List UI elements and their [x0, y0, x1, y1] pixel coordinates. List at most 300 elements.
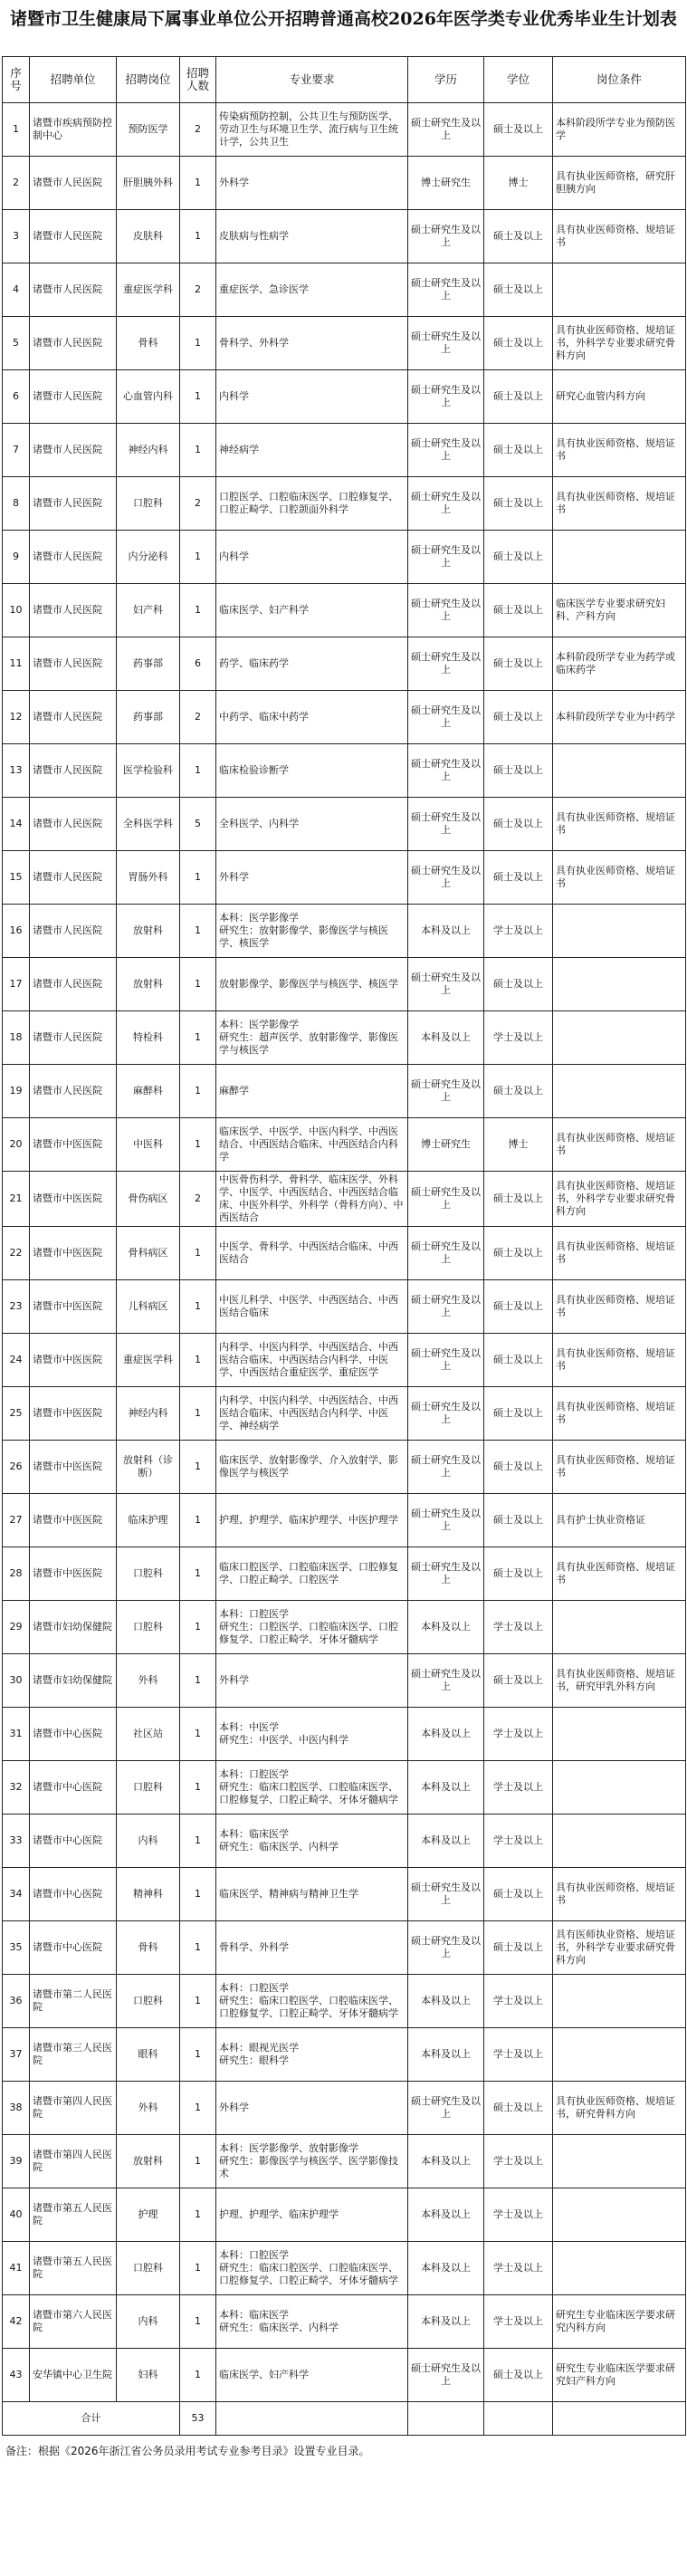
cell-unit: 诸暨市中医医院 [30, 1118, 117, 1172]
cell-position: 口腔科 [117, 477, 180, 531]
table-row [3, 637, 686, 691]
total-empty-cell [553, 2402, 686, 2436]
cell-major: 药学、临床药学 [216, 637, 408, 691]
cell-position: 妇产科 [117, 584, 180, 637]
cell-count: 2 [180, 691, 216, 744]
cell-count: 1 [180, 2135, 216, 2188]
cell-index: 11 [3, 637, 30, 691]
cell-index: 8 [3, 477, 30, 531]
cell-degree: 学士及以上 [484, 1761, 553, 1815]
cell-education: 本科及以上 [408, 1975, 484, 2028]
cell-unit: 诸暨市人民医院 [30, 691, 117, 744]
cell-major: 护理、护理学、临床护理学、中医护理学 [216, 1494, 408, 1547]
cell-count: 1 [180, 1708, 216, 1761]
cell-major: 内科学 [216, 531, 408, 584]
cell-position: 骨伤病区 [117, 1172, 180, 1227]
cell-position: 内科 [117, 1815, 180, 1868]
cell-conditions: 具有执业医师资格、规培证书 [553, 1547, 686, 1601]
cell-conditions: 本科阶段所学专业为预防医学 [553, 103, 686, 157]
cell-major: 外科学 [216, 2082, 408, 2135]
table-row [3, 317, 686, 370]
cell-conditions: 具有执业医师资格、规培证书 [553, 1227, 686, 1280]
cell-degree: 硕士及以上 [484, 637, 553, 691]
cell-education: 硕士研究生及以上 [408, 958, 484, 1011]
cell-unit: 诸暨市人民医院 [30, 210, 117, 263]
cell-education: 硕士研究生及以上 [408, 317, 484, 370]
cell-degree: 硕士及以上 [484, 584, 553, 637]
table-row [3, 1118, 686, 1172]
cell-index: 7 [3, 424, 30, 477]
cell-position: 肝胆胰外科 [117, 157, 180, 210]
cell-index: 40 [3, 2188, 30, 2242]
cell-degree: 硕士及以上 [484, 263, 553, 317]
cell-conditions [553, 263, 686, 317]
cell-count: 1 [180, 1065, 216, 1118]
cell-major: 护理、护理学、临床护理学 [216, 2188, 408, 2242]
cell-conditions: 具有执业医师资格、规培证书 [553, 1868, 686, 1921]
cell-count: 1 [180, 1227, 216, 1280]
cell-degree: 硕士及以上 [484, 1172, 553, 1227]
cell-major: 本科：医学影像学、放射影像学 研究生：影像医学与核医学、医学影像技术 [216, 2135, 408, 2188]
table-row [3, 2135, 686, 2188]
cell-conditions [553, 1601, 686, 1654]
cell-index: 35 [3, 1921, 30, 1975]
cell-education: 硕士研究生及以上 [408, 477, 484, 531]
table-row [3, 1921, 686, 1975]
cell-count: 1 [180, 210, 216, 263]
cell-count: 2 [180, 1172, 216, 1227]
cell-conditions: 具有执业医师资格、规培证书，研究骨科方向 [553, 2082, 686, 2135]
cell-count: 1 [180, 2349, 216, 2402]
header-major: 专业要求 [216, 57, 408, 103]
cell-major: 中医儿科学、中医学、中西医结合、中西医结合临床 [216, 1280, 408, 1334]
table-row [3, 1868, 686, 1921]
cell-major: 临床口腔医学、口腔临床医学、口腔修复学、口腔正畸学、口腔医学 [216, 1547, 408, 1601]
cell-unit: 诸暨市第二人民医院 [30, 1975, 117, 2028]
cell-conditions: 具有护士执业资格证 [553, 1494, 686, 1547]
cell-index: 6 [3, 370, 30, 424]
cell-conditions [553, 2028, 686, 2082]
cell-conditions [553, 2135, 686, 2188]
total-label: 合计 [3, 2402, 180, 2436]
table-row [3, 370, 686, 424]
cell-major: 外科学 [216, 1654, 408, 1708]
cell-position: 护理 [117, 2188, 180, 2242]
cell-education: 硕士研究生及以上 [408, 1172, 484, 1227]
cell-major: 口腔医学、口腔临床医学、口腔修复学、口腔正畸学、口腔颌面外科学 [216, 477, 408, 531]
cell-count: 2 [180, 263, 216, 317]
cell-unit: 诸暨市中医医院 [30, 1494, 117, 1547]
cell-education: 硕士研究生及以上 [408, 1921, 484, 1975]
cell-position: 临床护理 [117, 1494, 180, 1547]
recruitment-table [2, 56, 686, 2436]
cell-unit: 诸暨市第五人民医院 [30, 2188, 117, 2242]
cell-major: 本科：临床医学 研究生：临床医学、内科学 [216, 2295, 408, 2349]
cell-conditions: 具有执业医师资格，研究肝胆胰方向 [553, 157, 686, 210]
cell-position: 外科 [117, 2082, 180, 2135]
cell-education: 本科及以上 [408, 2028, 484, 2082]
cell-degree: 博士 [484, 157, 553, 210]
cell-index: 15 [3, 851, 30, 905]
cell-education: 本科及以上 [408, 1815, 484, 1868]
cell-conditions [553, 531, 686, 584]
cell-position: 神经内科 [117, 1387, 180, 1441]
cell-major: 中医学、骨科学、中西医结合临床、中西医结合 [216, 1227, 408, 1280]
cell-position: 药事部 [117, 691, 180, 744]
cell-degree: 硕士及以上 [484, 1387, 553, 1441]
table-row [3, 691, 686, 744]
cell-count: 1 [180, 1441, 216, 1494]
cell-index: 25 [3, 1387, 30, 1441]
table-row [3, 1387, 686, 1441]
cell-major: 临床检验诊断学 [216, 744, 408, 798]
cell-education: 硕士研究生及以上 [408, 744, 484, 798]
cell-unit: 诸暨市第六人民医院 [30, 2295, 117, 2349]
cell-index: 19 [3, 1065, 30, 1118]
cell-unit: 诸暨市人民医院 [30, 958, 117, 1011]
cell-education: 硕士研究生及以上 [408, 691, 484, 744]
cell-major: 麻醉学 [216, 1065, 408, 1118]
footnote: 备注：根据《2026年浙江省公务员录用考试专业参考目录》设置专业目录。 [5, 2445, 370, 2457]
cell-degree: 学士及以上 [484, 2242, 553, 2295]
table-row [3, 2028, 686, 2082]
table-header-row [3, 57, 686, 103]
cell-major: 皮肤病与性病学 [216, 210, 408, 263]
cell-count: 1 [180, 370, 216, 424]
cell-conditions: 研究生专业临床医学要求研究妇产科方向 [553, 2349, 686, 2402]
cell-count: 1 [180, 1601, 216, 1654]
cell-conditions [553, 1065, 686, 1118]
header-count: 招聘人数 [180, 57, 216, 103]
cell-position: 口腔科 [117, 1547, 180, 1601]
cell-major: 临床医学、放射影像学、介入放射学、影像医学与核医学 [216, 1441, 408, 1494]
cell-index: 10 [3, 584, 30, 637]
cell-degree: 硕士及以上 [484, 103, 553, 157]
cell-unit: 诸暨市人民医院 [30, 263, 117, 317]
cell-education: 硕士研究生及以上 [408, 263, 484, 317]
cell-index: 1 [3, 103, 30, 157]
cell-count: 1 [180, 1921, 216, 1975]
cell-position: 重症医学科 [117, 263, 180, 317]
cell-major: 临床医学、妇产科学 [216, 584, 408, 637]
total-empty-cell [216, 2402, 408, 2436]
cell-degree: 硕士及以上 [484, 798, 553, 851]
cell-conditions: 本科阶段所学专业为中药学 [553, 691, 686, 744]
cell-count: 1 [180, 1118, 216, 1172]
total-empty-cell [484, 2402, 553, 2436]
cell-count: 1 [180, 2242, 216, 2295]
cell-major: 本科：口腔医学 研究生：口腔医学、口腔临床医学、口腔修复学、口腔正畸学、牙体牙髓病学 [216, 1601, 408, 1654]
cell-index: 27 [3, 1494, 30, 1547]
table-row [3, 905, 686, 958]
cell-position: 骨科病区 [117, 1227, 180, 1280]
cell-position: 口腔科 [117, 2242, 180, 2295]
cell-major: 外科学 [216, 157, 408, 210]
cell-degree: 硕士及以上 [484, 477, 553, 531]
cell-count: 1 [180, 1387, 216, 1441]
table-row [3, 1601, 686, 1654]
table-row [3, 103, 686, 157]
cell-major: 本科：口腔医学 研究生：临床口腔医学、口腔临床医学、口腔修复学、口腔正畸学、牙体牙髓病学 [216, 1975, 408, 2028]
cell-position: 药事部 [117, 637, 180, 691]
table-row [3, 477, 686, 531]
cell-index: 5 [3, 317, 30, 370]
table-row [3, 1280, 686, 1334]
cell-major: 临床医学、精神病与精神卫生学 [216, 1868, 408, 1921]
cell-index: 9 [3, 531, 30, 584]
cell-conditions: 具有执业医师资格、规培证书，研究甲乳外科方向 [553, 1654, 686, 1708]
cell-count: 1 [180, 851, 216, 905]
cell-major: 全科医学、内科学 [216, 798, 408, 851]
table-row [3, 2082, 686, 2135]
cell-major: 骨科学、外科学 [216, 317, 408, 370]
cell-degree: 学士及以上 [484, 1011, 553, 1065]
cell-degree: 硕士及以上 [484, 210, 553, 263]
cell-count: 1 [180, 1011, 216, 1065]
cell-conditions: 本科阶段所学专业为药学或临床药学 [553, 637, 686, 691]
cell-conditions: 具有医师执业资格、规培证书，外科学专业要求研究骨科方向 [553, 1921, 686, 1975]
table-row [3, 1227, 686, 1280]
cell-index: 38 [3, 2082, 30, 2135]
cell-unit: 诸暨市人民医院 [30, 637, 117, 691]
cell-education: 硕士研究生及以上 [408, 1280, 484, 1334]
cell-unit: 诸暨市第四人民医院 [30, 2135, 117, 2188]
cell-unit: 诸暨市中医医院 [30, 1547, 117, 1601]
cell-position: 外科 [117, 1654, 180, 1708]
cell-degree: 学士及以上 [484, 2028, 553, 2082]
cell-index: 24 [3, 1334, 30, 1387]
cell-index: 16 [3, 905, 30, 958]
cell-conditions [553, 2242, 686, 2295]
table-row [3, 2188, 686, 2242]
cell-major: 内科学 [216, 370, 408, 424]
cell-count: 1 [180, 905, 216, 958]
cell-unit: 诸暨市人民医院 [30, 744, 117, 798]
cell-position: 胃肠外科 [117, 851, 180, 905]
cell-degree: 硕士及以上 [484, 370, 553, 424]
cell-conditions [553, 1708, 686, 1761]
total-empty-cell [408, 2402, 484, 2436]
cell-unit: 诸暨市中医医院 [30, 1441, 117, 1494]
table-row [3, 1708, 686, 1761]
cell-degree: 学士及以上 [484, 1815, 553, 1868]
cell-unit: 诸暨市人民医院 [30, 905, 117, 958]
cell-degree: 学士及以上 [484, 2188, 553, 2242]
header-conditions: 岗位条件 [553, 57, 686, 103]
cell-position: 内分泌科 [117, 531, 180, 584]
cell-major: 外科学 [216, 851, 408, 905]
cell-position: 儿科病区 [117, 1280, 180, 1334]
cell-major: 本科：口腔医学 研究生：临床口腔医学、口腔临床医学、口腔修复学、口腔正畸学、牙体牙髓病学 [216, 2242, 408, 2295]
cell-unit: 诸暨市中心医院 [30, 1815, 117, 1868]
cell-degree: 硕士及以上 [484, 1441, 553, 1494]
cell-index: 39 [3, 2135, 30, 2188]
cell-index: 43 [3, 2349, 30, 2402]
cell-count: 1 [180, 531, 216, 584]
cell-degree: 硕士及以上 [484, 1334, 553, 1387]
table-row [3, 1065, 686, 1118]
table-row [3, 157, 686, 210]
cell-position: 医学检验科 [117, 744, 180, 798]
cell-index: 33 [3, 1815, 30, 1868]
cell-conditions: 具有执业医师资格、规培证书，外科学专业要求研究骨科方向 [553, 1172, 686, 1227]
cell-major: 骨科学、外科学 [216, 1921, 408, 1975]
cell-education: 硕士研究生及以上 [408, 1494, 484, 1547]
cell-degree: 硕士及以上 [484, 317, 553, 370]
cell-position: 放射科 [117, 2135, 180, 2188]
cell-conditions: 具有执业医师资格、规培证书 [553, 1387, 686, 1441]
cell-index: 17 [3, 958, 30, 1011]
cell-conditions [553, 2188, 686, 2242]
table-row [3, 1011, 686, 1065]
cell-conditions: 具有执业医师资格、规培证书 [553, 851, 686, 905]
cell-degree: 硕士及以上 [484, 1921, 553, 1975]
cell-unit: 诸暨市人民医院 [30, 1011, 117, 1065]
cell-unit: 诸暨市中医医院 [30, 1227, 117, 1280]
cell-unit: 诸暨市中心医院 [30, 1761, 117, 1815]
cell-count: 1 [180, 2082, 216, 2135]
cell-education: 硕士研究生及以上 [408, 2349, 484, 2402]
cell-conditions [553, 958, 686, 1011]
table-row [3, 1494, 686, 1547]
table-row [3, 1547, 686, 1601]
cell-count: 2 [180, 477, 216, 531]
cell-conditions [553, 744, 686, 798]
table-row [3, 1654, 686, 1708]
table-row [3, 2349, 686, 2402]
cell-count: 1 [180, 1654, 216, 1708]
cell-conditions: 研究心血管内科方向 [553, 370, 686, 424]
table-row [3, 1334, 686, 1387]
cell-education: 本科及以上 [408, 1708, 484, 1761]
cell-education: 硕士研究生及以上 [408, 1654, 484, 1708]
cell-major: 临床医学、中医学、中医内科学、中西医结合、中西医结合临床、中西医结合内科学 [216, 1118, 408, 1172]
cell-conditions [553, 1011, 686, 1065]
cell-position: 放射科 [117, 958, 180, 1011]
cell-degree: 学士及以上 [484, 1708, 553, 1761]
cell-degree: 硕士及以上 [484, 958, 553, 1011]
total-value: 53 [180, 2402, 216, 2436]
cell-degree: 学士及以上 [484, 1601, 553, 1654]
table-row [3, 263, 686, 317]
cell-education: 硕士研究生及以上 [408, 851, 484, 905]
cell-conditions: 具有执业医师资格、规培证书 [553, 424, 686, 477]
cell-conditions: 具有执业医师资格、规培证书 [553, 1118, 686, 1172]
cell-unit: 诸暨市中医医院 [30, 1334, 117, 1387]
cell-degree: 学士及以上 [484, 1975, 553, 2028]
cell-unit: 安华镇中心卫生院 [30, 2349, 117, 2402]
cell-degree: 学士及以上 [484, 905, 553, 958]
cell-position: 口腔科 [117, 1761, 180, 1815]
table-row [3, 584, 686, 637]
cell-index: 21 [3, 1172, 30, 1227]
cell-index: 13 [3, 744, 30, 798]
table-row [3, 531, 686, 584]
cell-education: 硕士研究生及以上 [408, 1547, 484, 1601]
cell-degree: 硕士及以上 [484, 1654, 553, 1708]
cell-index: 3 [3, 210, 30, 263]
cell-unit: 诸暨市妇幼保健院 [30, 1601, 117, 1654]
table-row [3, 2242, 686, 2295]
cell-major: 中医骨伤科学、骨科学、临床医学、外科学、中医学、中西医结合、中西医结合临床、中医外科学、外科学（骨科方向）、中西医结合 [216, 1172, 408, 1227]
cell-unit: 诸暨市人民医院 [30, 798, 117, 851]
header-position: 招聘岗位 [117, 57, 180, 103]
header-degree: 学位 [484, 57, 553, 103]
cell-index: 36 [3, 1975, 30, 2028]
table-row [3, 1815, 686, 1868]
cell-index: 32 [3, 1761, 30, 1815]
cell-count: 1 [180, 1334, 216, 1387]
cell-degree: 硕士及以上 [484, 851, 553, 905]
cell-degree: 硕士及以上 [484, 691, 553, 744]
cell-major: 临床医学、妇产科学 [216, 2349, 408, 2402]
cell-index: 22 [3, 1227, 30, 1280]
cell-education: 本科及以上 [408, 2295, 484, 2349]
cell-unit: 诸暨市中心医院 [30, 1708, 117, 1761]
cell-count: 1 [180, 1280, 216, 1334]
cell-unit: 诸暨市人民医院 [30, 424, 117, 477]
cell-major: 本科：中医学 研究生：中医学、中医内科学 [216, 1708, 408, 1761]
cell-degree: 硕士及以上 [484, 1227, 553, 1280]
cell-unit: 诸暨市第四人民医院 [30, 2082, 117, 2135]
cell-education: 硕士研究生及以上 [408, 1065, 484, 1118]
cell-position: 麻醉科 [117, 1065, 180, 1118]
cell-conditions [553, 1975, 686, 2028]
cell-education: 本科及以上 [408, 2135, 484, 2188]
cell-position: 重症医学科 [117, 1334, 180, 1387]
cell-unit: 诸暨市中心医院 [30, 1921, 117, 1975]
cell-index: 20 [3, 1118, 30, 1172]
cell-conditions: 具有执业医师资格、规培证书，外科学专业要求研究骨科方向 [553, 317, 686, 370]
cell-index: 30 [3, 1654, 30, 1708]
cell-count: 1 [180, 1815, 216, 1868]
cell-position: 内科 [117, 2295, 180, 2349]
cell-education: 硕士研究生及以上 [408, 1441, 484, 1494]
cell-education: 硕士研究生及以上 [408, 103, 484, 157]
cell-education: 博士研究生 [408, 1118, 484, 1172]
cell-unit: 诸暨市中医医院 [30, 1280, 117, 1334]
cell-education: 硕士研究生及以上 [408, 370, 484, 424]
cell-major: 内科学、中医内科学、中西医结合、中西医结合临床、中西医结合内科学、中医学、神经病学 [216, 1387, 408, 1441]
table-row [3, 1172, 686, 1227]
cell-position: 心血管内科 [117, 370, 180, 424]
cell-degree: 硕士及以上 [484, 2349, 553, 2402]
cell-education: 本科及以上 [408, 2242, 484, 2295]
cell-degree: 硕士及以上 [484, 424, 553, 477]
cell-degree: 硕士及以上 [484, 1547, 553, 1601]
cell-conditions: 具有执业医师资格、规培证书 [553, 798, 686, 851]
table-row [3, 1975, 686, 2028]
cell-degree: 硕士及以上 [484, 1494, 553, 1547]
cell-degree: 硕士及以上 [484, 744, 553, 798]
cell-count: 1 [180, 1868, 216, 1921]
cell-index: 34 [3, 1868, 30, 1921]
cell-education: 本科及以上 [408, 1011, 484, 1065]
cell-count: 1 [180, 317, 216, 370]
cell-major: 内科学、中医内科学、中西医结合、中西医结合临床、中西医结合内科学、中医学、中西医结合重症医学、重症医学 [216, 1334, 408, 1387]
cell-major: 中药学、临床中药学 [216, 691, 408, 744]
cell-unit: 诸暨市第五人民医院 [30, 2242, 117, 2295]
cell-position: 全科医学科 [117, 798, 180, 851]
cell-degree: 硕士及以上 [484, 1065, 553, 1118]
cell-education: 硕士研究生及以上 [408, 1334, 484, 1387]
cell-education: 本科及以上 [408, 2188, 484, 2242]
table-row [3, 1441, 686, 1494]
cell-count: 1 [180, 1761, 216, 1815]
cell-conditions: 临床医学专业要求研究妇科、产科方向 [553, 584, 686, 637]
table-row [3, 851, 686, 905]
cell-education: 硕士研究生及以上 [408, 531, 484, 584]
